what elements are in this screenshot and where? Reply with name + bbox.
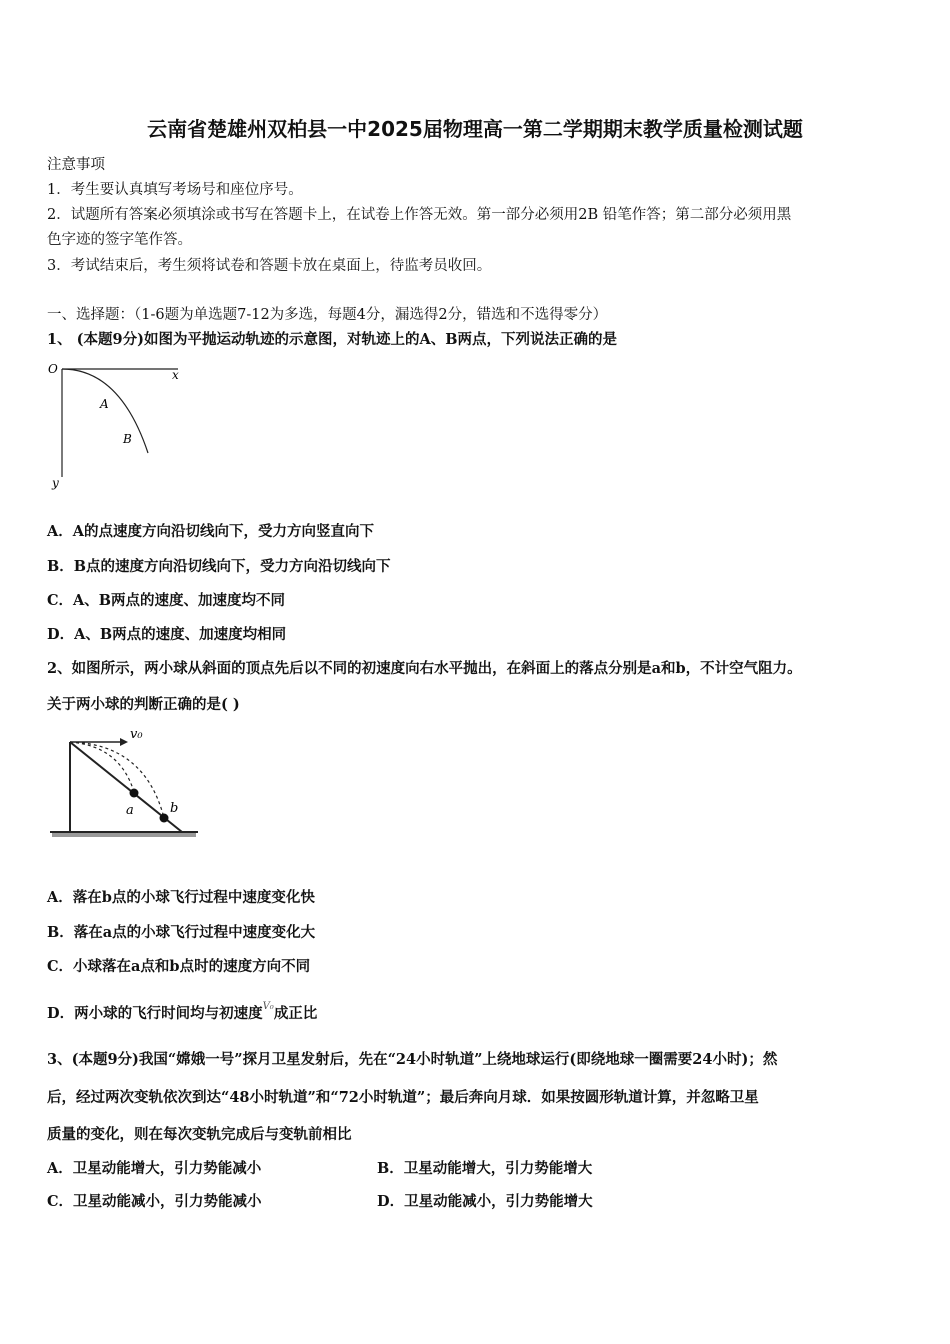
question-1-option-d: D．A、B两点的速度、加速度均相同 [47,626,287,643]
question-2-option-d [47,1002,317,1023]
option-d-suffix: 成正比 [273,1005,318,1022]
question-3-stem: 质量的变化，则在每次变轨完成后与变轨前相比 [47,1126,352,1143]
y-axis-label: y [52,476,59,490]
question-3-stem: 3、(本题9分)我国“嫦娥一号”探月卫星发射后，先在“24小时轨道”上绕地球运行(即绕地球一圈需要24小时)；然 [47,1051,778,1068]
question-2-option-b: B．落在a点的小球飞行过程中速度变化大 [47,924,316,941]
projectile-trajectory-figure [40,355,200,495]
notice-item: 3．考试结束后，考生须将试卷和答题卡放在桌面上，待监考员收回。 [47,258,492,274]
notice-item: 色字迹的签字笔作答。 [47,232,192,248]
ground-hatching [52,833,196,837]
question-2-stem: 2、如图所示，两小球从斜面的顶点先后以不同的初速度向右水平抛出，在斜面上的落点分别是a和b，不计空气阻力。 [47,660,802,677]
question-1-stem: 1、 (本题9分)如图为平抛运动轨迹的示意图，对轨迹上的A、B两点，下列说法正确的是 [47,331,617,348]
question-1-option-a: A．A的点速度方向沿切线向下，受力方向竖直向下 [47,523,374,540]
point-b-label: B [123,432,132,446]
trajectory-curve [62,369,148,453]
question-2-option-a: A．落在b点的小球飞行过程中速度变化快 [47,889,315,906]
incline-projectile-figure [50,722,210,847]
question-3-option-b: B．卫星动能增大，引力势能增大 [377,1160,593,1177]
question-3-option-d: D．卫星动能减小，引力势能增大 [377,1193,593,1210]
notice-heading: 注意事项 [47,157,105,173]
v0-label: v₀ [130,727,143,742]
notice-item: 2．试题所有答案必须填涂或书写在答题卡上，在试卷上作答无效。第一部分必须用2B 铅笔作答；第二部分必须用黑 [47,207,792,223]
ball-a [130,789,139,798]
ball-b [160,814,169,823]
page-title: 云南省楚雄州双柏县一中2025届物理高一第二学期期末教学质量检测试题 [147,117,803,141]
question-2-option-c: C．小球落在a点和b点时的速度方向不同 [47,958,311,975]
question-3-stem: 后，经过两次变轨依次到达“48小时轨道”和“72小时轨道”；最后奔向月球．如果按圆形轨道计算，并忽略卫星 [47,1089,759,1106]
v0-symbol: V₀ [262,1001,274,1012]
question-1-option-c: C．A、B两点的速度、加速度均不同 [47,592,286,609]
origin-label: O [48,362,58,376]
question-3-option-c: C．卫星动能减小，引力势能减小 [47,1193,262,1210]
notice-item: 1．考生要认真填写考场号和座位序号。 [47,182,303,198]
point-a-label: A [100,397,109,411]
option-d-prefix: D．两小球的飞行时间均与初速度 [47,1005,263,1022]
question-2-stem: 关于两小球的判断正确的是( ) [47,696,240,713]
question-3-option-a: A．卫星动能增大，引力势能减小 [47,1160,262,1177]
section-heading: 一、选择题：（1-6题为单选题7-12为多选，每题4分，漏选得2分，错选和不选得零分） [47,307,608,323]
question-1-option-b: B．B点的速度方向沿切线向下，受力方向沿切线向下 [47,558,391,575]
point-a-label: a [126,803,134,818]
x-axis-label: x [172,368,179,382]
point-b-label: b [170,801,179,816]
v0-arrowhead [120,738,128,746]
